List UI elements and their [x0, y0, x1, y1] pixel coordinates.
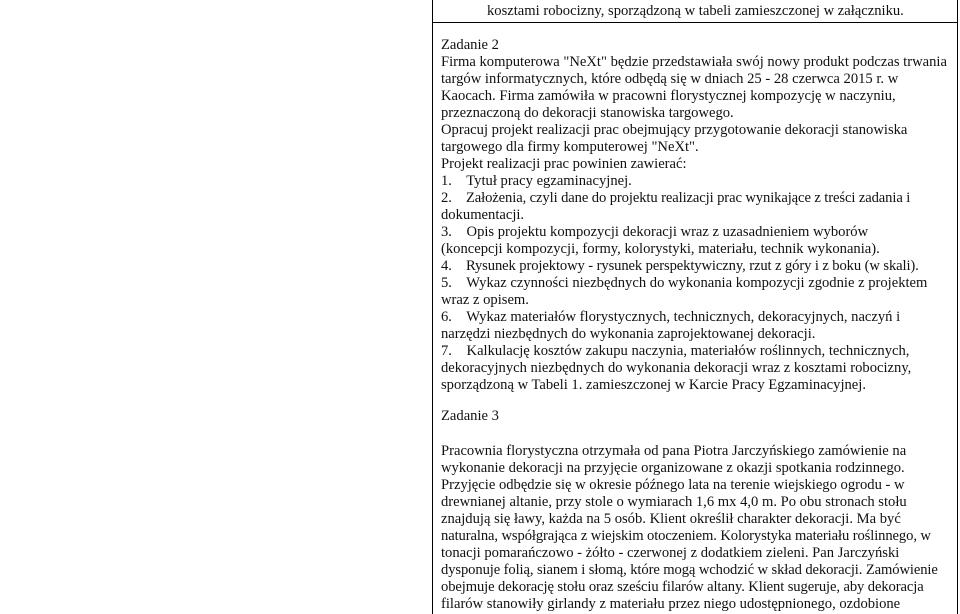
task3-line: filarów stanowiły girlandy z materiału przez niego udostępnionego, ozdobione — [441, 596, 901, 612]
task2-line: przeznaczoną do dekoracji stanowiska targowego. — [441, 105, 734, 121]
task3-line: dysponuje folią, sianem i słomą, które mogą wchodzić w skład dekoracji. Zamówienie — [441, 562, 938, 578]
table-left-border — [432, 0, 433, 614]
table-right-border — [957, 0, 958, 614]
task3-line: drewnianej altanie, przy stole o wymiarach 1,6 mx 4,0 m. Po obu stronach stołu — [441, 494, 907, 510]
task3-line: Pracownia florystyczna otrzymała od pana Piotra Jarczyńskiego zamówienie na — [441, 443, 907, 459]
task2-heading: Zadanie 2 — [441, 37, 499, 53]
task2-line: Projekt realizacji prac powinien zawierać: — [441, 156, 687, 172]
task3-line: naturalna, współgrająca z wiejskim otoczeniem. Kolorystyka materiału roślinnego, w — [441, 528, 931, 544]
task2-list-item: 7. Kalkulację kosztów zakupu naczynia, materiałów roślinnych, technicznych, — [441, 343, 910, 359]
task2-line: (koncepcji kompozycji, formy, kolorystyki, materiału, technik wykonania). — [441, 241, 880, 257]
task2-line: Firma komputerowa "NeXt" będzie przedstawiała swój nowy produkt podczas trwania — [441, 54, 947, 70]
task2-list-item: 2. Założenia, czyli dane do projektu realizacji prac wynikające z treści zadania i — [441, 190, 911, 206]
task2-list-item: 5. Wykaz czynności niezbędnych do wykonania kompozycji zgodnie z projektem — [441, 275, 928, 291]
task2-list-item: 3. Opis projektu kompozycji dekoracji wraz z uzasadnieniem wyborów — [441, 224, 869, 240]
task2-line: targów informatycznych, które odbędą się w dniach 25 - 28 czerwca 2015 r. w — [441, 71, 899, 87]
row-divider — [432, 22, 958, 23]
task3-line: tonacji pomarańczowo - żółto - czerwonej z dodatkiem zieleni. Pan Jarczyński — [441, 545, 900, 561]
task2-line: Kaocach. Firma zamówiła w pracowni florystycznej kompozycję w naczyniu, — [441, 88, 896, 104]
task2-line: dekoracyjnych niezbędnych do wykonania dekoracji wraz z kosztami robocizny, — [441, 360, 912, 376]
task2-list-item: 1. Tytuł pracy egzaminacyjnej. — [441, 173, 632, 189]
task2-line: dokumentacji. — [441, 207, 525, 223]
task2-line: targowego dla firmy komputerowej "NeXt". — [441, 139, 699, 155]
task2-line: narzędzi niezbędnych do wykonania zaprojektowanej dekoracji. — [441, 326, 816, 342]
task3-heading: Zadanie 3 — [441, 408, 499, 424]
task3-line: znajdują się ławy, każda na 5 osób. Klient określił charakter dekoracji. Ma być — [441, 511, 901, 527]
task2-line: wraz z opisem. — [441, 292, 529, 308]
top-cell-line: kosztami robocizny, sporządzoną w tabeli zamieszczonej w załączniku. — [487, 3, 904, 19]
task3-line: obejmuje dekorację stołu oraz sześciu filarów altany. Klient sugeruje, aby dekoracja — [441, 579, 924, 595]
task2-line: Opracuj projekt realizacji prac obejmujący przygotowanie dekoracji stanowiska — [441, 122, 908, 138]
task3-line: wykonanie dekoracji na przyjęcie organizowane z okazji spotkania rodzinnego. — [441, 460, 905, 476]
task2-list-item: 4. Rysunek projektowy - rysunek perspektywiczny, rzut z góry i z boku (w skali). — [441, 258, 919, 274]
task2-line: sporządzoną w Tabeli 1. zamieszczonej w Karcie Pracy Egzaminacyjnej. — [441, 377, 866, 393]
task3-line: Przyjęcie odbędzie się w okresie późnego lata na terenie wiejskiego ogrodu - w — [441, 477, 905, 493]
task2-list-item: 6. Wykaz materiałów florystycznych, technicznych, dekoracyjnych, naczyń i — [441, 309, 901, 325]
